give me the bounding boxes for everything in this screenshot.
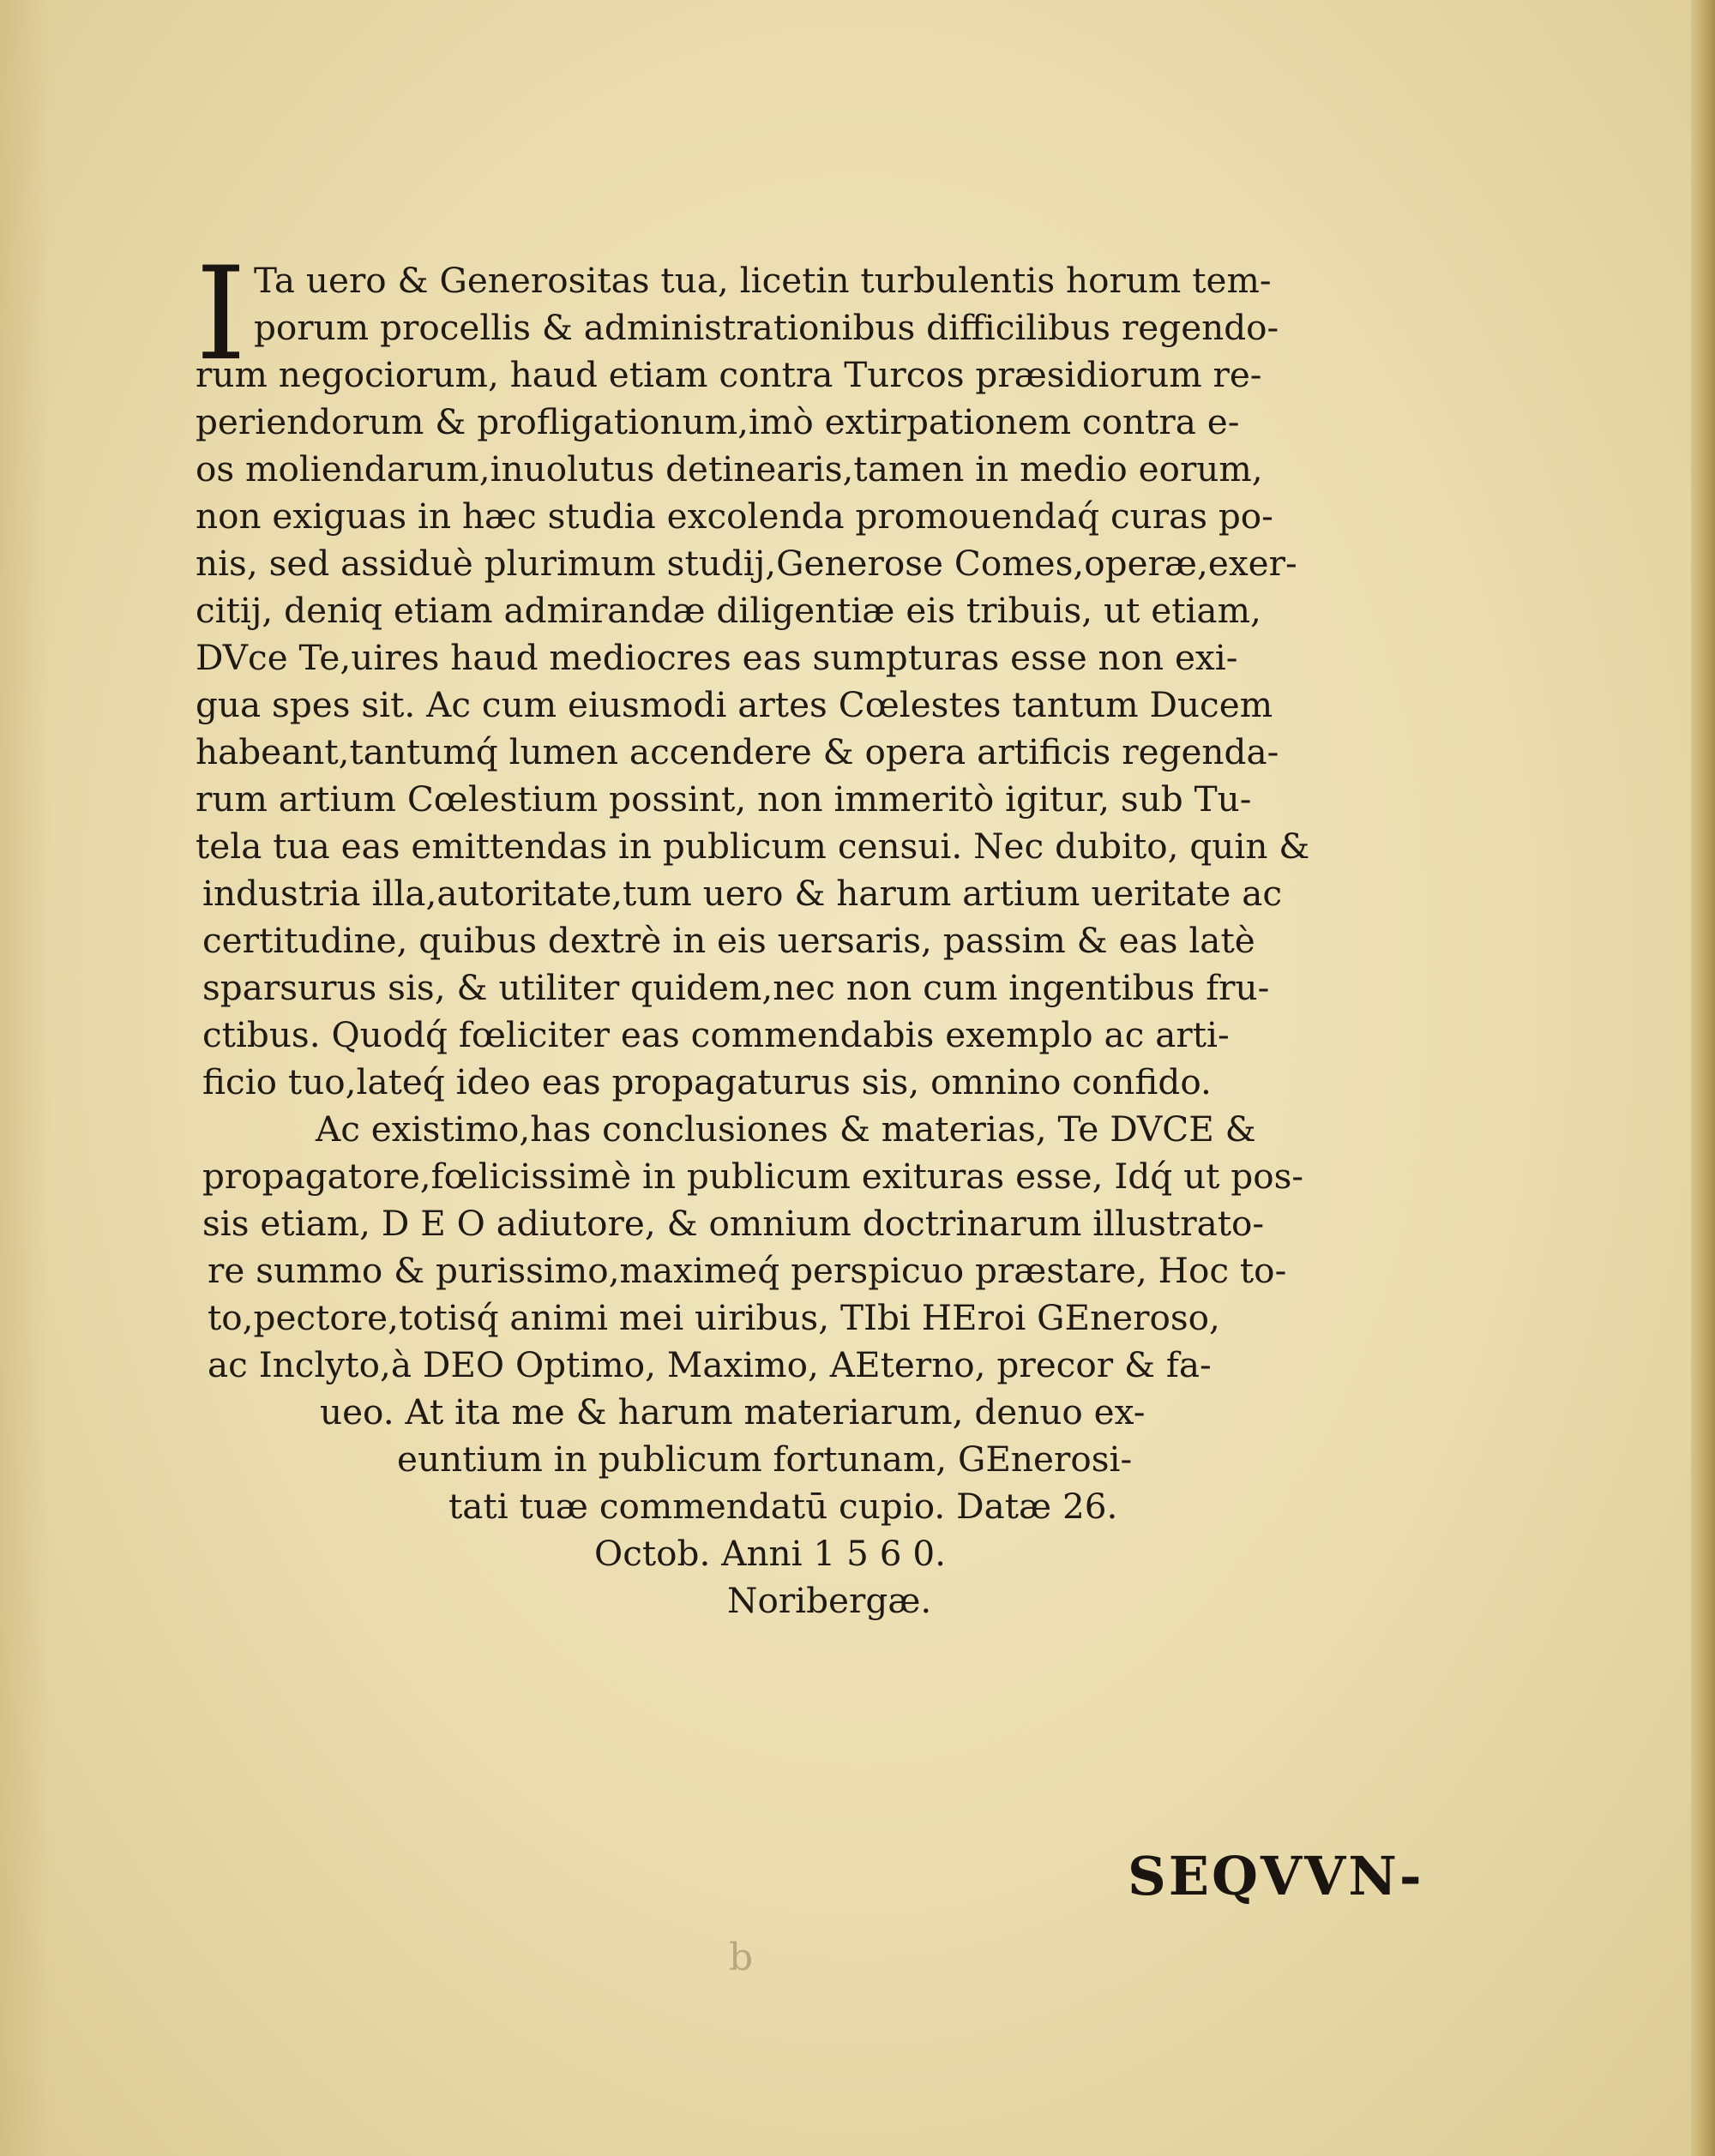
text-line: tela tua eas emittendas in publicum censui. Nec dubito, quin &	[196, 826, 1310, 867]
text-line: sparsurus sis, & utiliter quidem,nec non cum ingentibus fru-	[202, 967, 1270, 1008]
text-line: sis etiam, D E O adiutore, & omnium doctrinarum illustrato-	[202, 1203, 1265, 1244]
text-line: ac Inclyto,à DEO Optimo, Maximo, AEterno, precor & fa-	[208, 1344, 1212, 1385]
text-line: rum negociorum, haud etiam contra Turcos præsidiorum re-	[196, 354, 1262, 395]
text-line: tati tuæ commendatū cupio. Datæ 26.	[448, 1486, 1118, 1527]
text-line: citij, deniq etiam admirandæ diligentiæ eis tribuis, ut etiam,	[196, 590, 1261, 631]
text-line: certitudine, quibus dextrè in eis uersaris, passim & eas latè	[202, 920, 1255, 961]
text-line: nis, sed assiduè plurimum studij,Generose Comes,operæ,exer-	[196, 543, 1297, 584]
text-line: gua spes sit. Ac cum eiusmodi artes Cœlestes tantum Ducem	[196, 684, 1273, 725]
text-line: industria illa,autoritate,tum uero & harum artium ueritate ac	[202, 873, 1283, 914]
gutter-shadow	[0, 0, 51, 2156]
text-line: ueo. At ita me & harum materiarum, denuo ex-	[320, 1391, 1146, 1432]
text-line: to,pectore,totisq́ animi mei uiribus, TIbi HEroi GEneroso,	[208, 1297, 1220, 1338]
text-line: habeant,tantumq́ lumen accendere & opera artificis regenda-	[196, 731, 1279, 772]
text-line: Ta uero & Generositas tua, licetin turbulentis horum tem-	[254, 260, 1272, 301]
page-edge	[1691, 0, 1715, 2156]
text-line: Noribergæ.	[727, 1580, 932, 1621]
text-line: ficio tuo,lateq́ ideo eas propagaturus sis, omnino confido.	[202, 1061, 1212, 1102]
text-line: euntium in publicum fortunam, GEnerosi-	[397, 1438, 1133, 1480]
text-line: ctibus. Quodq́ fœliciter eas commendabis exemplo ac arti-	[202, 1014, 1230, 1055]
text-line: os moliendarum,inuolutus detinearis,tamen in medio eorum,	[196, 448, 1263, 489]
text-line: non exiguas in hæc studia excolenda promouendaq́ curas po-	[196, 495, 1273, 537]
text-line: Ac existimo,has conclusiones & materias, Te DVCE &	[316, 1108, 1256, 1150]
text-line: propagatore,fœlicissimè in publicum exituras esse, Idq́ ut pos-	[202, 1156, 1304, 1197]
text-line: Octob. Anni 1 5 6 0.	[594, 1533, 947, 1574]
text-line: DVce Te,uires haud mediocres eas sumpturas esse non exi-	[196, 637, 1238, 678]
text-line: rum artium Cœlestium possint, non immeritò igitur, sub Tu-	[196, 778, 1252, 820]
signature-mark: b	[729, 1936, 754, 1979]
text-line: re summo & purissimo,maximeq́ perspicuo præstare, Hoc to-	[208, 1250, 1287, 1291]
text-line: porum procellis & administrationibus difficilibus regendo-	[254, 307, 1279, 348]
drop-cap: I	[196, 240, 247, 389]
catchword: SEQVVN-	[1128, 1845, 1424, 1907]
text-line: periendorum & profligationum,imò extirpationem contra e-	[196, 401, 1240, 442]
